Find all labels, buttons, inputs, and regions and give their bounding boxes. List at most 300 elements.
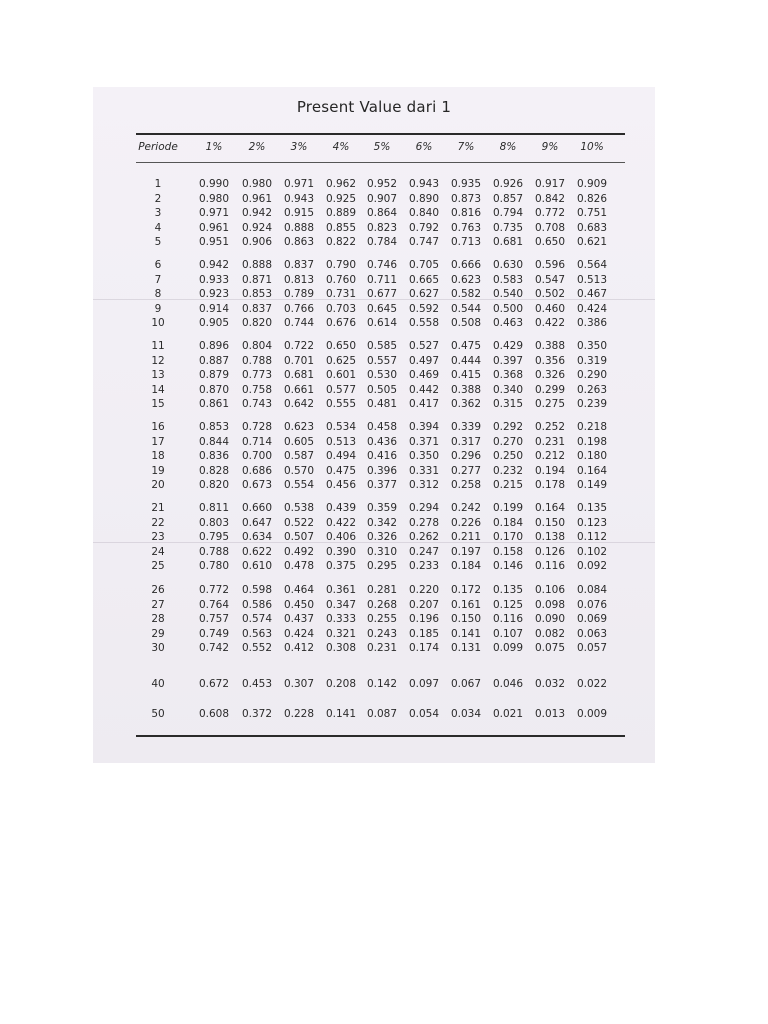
value-cell: 0.150 [450, 613, 482, 625]
value-cell: 0.570 [283, 464, 315, 477]
table-row [93, 449, 655, 463]
value-cell: 0.873 [450, 192, 482, 205]
period-cell: 23 [151, 531, 165, 543]
value-cell: 0.255 [366, 613, 398, 625]
value-cell: 0.161 [450, 598, 482, 611]
value-cell: 0.610 [241, 560, 273, 572]
value-cell: 0.534 [325, 421, 357, 433]
value-cell: 0.292 [492, 421, 524, 433]
value-cell: 0.627 [408, 288, 440, 300]
value-cell: 0.923 [198, 288, 230, 300]
value-cell: 0.971 [198, 207, 230, 219]
value-cell: 0.577 [325, 383, 357, 396]
value-cell: 0.278 [408, 516, 440, 529]
value-cell: 0.475 [450, 340, 482, 352]
table-row [93, 302, 655, 316]
value-cell: 0.295 [366, 560, 398, 572]
value-cell: 0.131 [450, 642, 482, 654]
value-cell: 0.701 [283, 354, 315, 367]
value-cell: 0.547 [534, 273, 566, 286]
value-cell: 0.375 [325, 560, 357, 572]
value-cell: 0.924 [241, 221, 273, 234]
value-cell: 0.642 [283, 398, 315, 410]
value-cell: 0.368 [492, 369, 524, 381]
value-cell: 0.243 [366, 627, 398, 640]
value-cell: 0.263 [576, 383, 608, 396]
value-cell: 0.123 [576, 516, 608, 529]
value-cell: 0.861 [198, 398, 230, 410]
value-cell: 0.574 [241, 613, 273, 625]
value-cell: 0.820 [198, 479, 230, 491]
period-cell: 27 [151, 598, 165, 611]
value-cell: 0.943 [408, 178, 440, 190]
value-cell: 0.275 [534, 398, 566, 410]
value-cell: 0.034 [450, 708, 482, 720]
value-cell: 0.763 [450, 221, 482, 234]
value-cell: 0.350 [408, 450, 440, 462]
table-header-row [93, 140, 655, 154]
value-cell: 0.686 [241, 464, 273, 477]
value-cell: 0.837 [283, 259, 315, 271]
value-cell: 0.475 [325, 464, 357, 477]
period-cell: 16 [151, 421, 165, 433]
value-cell: 0.942 [198, 259, 230, 271]
value-cell: 0.146 [492, 560, 524, 572]
value-cell: 0.760 [325, 273, 357, 286]
value-cell: 0.453 [241, 678, 273, 690]
value-cell: 0.836 [198, 450, 230, 462]
value-cell: 0.247 [408, 545, 440, 558]
value-cell: 0.294 [408, 502, 440, 514]
table-row [93, 420, 655, 434]
value-cell: 0.340 [492, 383, 524, 396]
value-cell: 0.811 [198, 502, 230, 514]
value-cell: 0.645 [366, 302, 398, 315]
value-cell: 0.735 [492, 221, 524, 234]
column-header-2-percent: 2% [248, 141, 266, 153]
bottom-rule [136, 735, 625, 737]
table-row [93, 383, 655, 397]
value-cell: 0.333 [325, 613, 357, 625]
table-row [93, 707, 655, 721]
period-cell: 19 [151, 464, 165, 477]
period-cell: 12 [151, 354, 165, 367]
value-cell: 0.823 [366, 221, 398, 234]
value-cell: 0.909 [576, 178, 608, 190]
value-cell: 0.057 [576, 642, 608, 654]
value-cell: 0.268 [366, 598, 398, 611]
value-cell: 0.350 [576, 340, 608, 352]
value-cell: 0.394 [408, 421, 440, 433]
value-cell: 0.444 [450, 354, 482, 367]
value-cell: 0.676 [325, 317, 357, 329]
table-row [93, 627, 655, 641]
value-cell: 0.731 [325, 288, 357, 300]
value-cell: 0.961 [241, 192, 273, 205]
value-cell: 0.270 [492, 435, 524, 448]
value-cell: 0.764 [198, 598, 230, 611]
value-cell: 0.296 [450, 450, 482, 462]
value-cell: 0.317 [450, 435, 482, 448]
value-cell: 0.242 [450, 502, 482, 514]
value-cell: 0.772 [534, 207, 566, 219]
value-cell: 0.887 [198, 354, 230, 367]
value-cell: 0.505 [366, 383, 398, 396]
value-cell: 0.469 [408, 369, 440, 381]
value-cell: 0.857 [492, 192, 524, 205]
value-cell: 0.417 [408, 398, 440, 410]
value-cell: 0.494 [325, 450, 357, 462]
value-cell: 0.747 [408, 236, 440, 248]
value-cell: 0.299 [534, 383, 566, 396]
value-cell: 0.502 [534, 288, 566, 300]
value-cell: 0.700 [241, 450, 273, 462]
value-cell: 0.890 [408, 192, 440, 205]
value-cell: 0.092 [576, 560, 608, 572]
value-cell: 0.372 [241, 708, 273, 720]
value-cell: 0.424 [576, 302, 608, 315]
value-cell: 0.492 [283, 545, 315, 558]
table-row [93, 368, 655, 382]
table-row [93, 192, 655, 206]
value-cell: 0.194 [534, 464, 566, 477]
value-cell: 0.412 [283, 642, 315, 654]
value-cell: 0.888 [241, 259, 273, 271]
value-cell: 0.650 [325, 340, 357, 352]
value-cell: 0.746 [366, 259, 398, 271]
period-cell: 7 [154, 273, 162, 286]
value-cell: 0.218 [576, 421, 608, 433]
value-cell: 0.558 [408, 317, 440, 329]
value-cell: 0.481 [366, 398, 398, 410]
value-cell: 0.915 [283, 207, 315, 219]
value-cell: 0.853 [198, 421, 230, 433]
value-cell: 0.942 [241, 207, 273, 219]
value-cell: 0.359 [366, 502, 398, 514]
period-cell: 6 [154, 259, 162, 271]
value-cell: 0.513 [325, 435, 357, 448]
value-cell: 0.076 [576, 598, 608, 611]
value-cell: 0.943 [283, 192, 315, 205]
value-cell: 0.713 [450, 236, 482, 248]
period-cell: 26 [151, 584, 165, 596]
value-cell: 0.630 [492, 259, 524, 271]
value-cell: 0.347 [325, 598, 357, 611]
table-row [93, 641, 655, 655]
table-row [93, 316, 655, 330]
value-cell: 0.879 [198, 369, 230, 381]
table-row [93, 545, 655, 559]
value-cell: 0.185 [408, 627, 440, 640]
value-cell: 0.386 [576, 317, 608, 329]
period-cell: 5 [154, 236, 162, 248]
top-rule [136, 133, 625, 135]
value-cell: 0.513 [576, 273, 608, 286]
value-cell: 0.150 [534, 516, 566, 529]
value-cell: 0.082 [534, 627, 566, 640]
value-cell: 0.522 [283, 516, 315, 529]
value-cell: 0.099 [492, 642, 524, 654]
table-row [93, 612, 655, 626]
value-cell: 0.772 [198, 584, 230, 596]
period-cell: 40 [151, 678, 165, 690]
value-cell: 0.773 [241, 369, 273, 381]
column-header-7-percent: 7% [457, 141, 475, 153]
value-cell: 0.743 [241, 398, 273, 410]
value-cell: 0.788 [241, 354, 273, 367]
value-cell: 0.844 [198, 435, 230, 448]
value-cell: 0.614 [366, 317, 398, 329]
value-cell: 0.788 [198, 545, 230, 558]
value-cell: 0.527 [408, 340, 440, 352]
value-cell: 0.467 [576, 288, 608, 300]
value-cell: 0.013 [534, 708, 566, 720]
table-row [93, 287, 655, 301]
value-cell: 0.673 [241, 479, 273, 491]
value-cell: 0.406 [325, 531, 357, 543]
value-cell: 0.228 [283, 708, 315, 720]
value-cell: 0.232 [492, 464, 524, 477]
value-cell: 0.863 [283, 236, 315, 248]
value-cell: 0.711 [366, 273, 398, 286]
column-header-periode: Periode [138, 141, 178, 153]
table-row [93, 598, 655, 612]
value-cell: 0.585 [366, 340, 398, 352]
period-cell: 13 [151, 369, 165, 381]
column-header-6-percent: 6% [415, 141, 433, 153]
value-cell: 0.422 [534, 317, 566, 329]
value-cell: 0.126 [534, 545, 566, 558]
value-cell: 0.803 [198, 516, 230, 529]
value-cell: 0.660 [241, 502, 273, 514]
value-cell: 0.601 [325, 369, 357, 381]
period-cell: 17 [151, 435, 165, 448]
value-cell: 0.598 [241, 584, 273, 596]
value-cell: 0.583 [492, 273, 524, 286]
value-cell: 0.634 [241, 531, 273, 543]
value-cell: 0.703 [325, 302, 357, 315]
value-cell: 0.021 [492, 708, 524, 720]
value-cell: 0.871 [241, 273, 273, 286]
value-cell: 0.587 [283, 450, 315, 462]
value-cell: 0.826 [576, 192, 608, 205]
value-cell: 0.087 [366, 708, 398, 720]
value-cell: 0.233 [408, 560, 440, 572]
table-row [93, 273, 655, 287]
value-cell: 0.681 [283, 369, 315, 381]
value-cell: 0.586 [241, 598, 273, 611]
value-cell: 0.422 [325, 516, 357, 529]
period-cell: 30 [151, 642, 165, 654]
value-cell: 0.456 [325, 479, 357, 491]
value-cell: 0.022 [576, 678, 608, 690]
table-row [93, 435, 655, 449]
value-cell: 0.009 [576, 708, 608, 720]
period-cell: 10 [151, 317, 165, 329]
period-cell: 9 [154, 302, 162, 315]
value-cell: 0.828 [198, 464, 230, 477]
value-cell: 0.450 [283, 598, 315, 611]
period-cell: 20 [151, 479, 165, 491]
value-cell: 0.102 [576, 545, 608, 558]
value-cell: 0.164 [534, 502, 566, 514]
table-row [93, 530, 655, 544]
value-cell: 0.666 [450, 259, 482, 271]
period-cell: 18 [151, 450, 165, 462]
column-header-1-percent: 1% [205, 141, 223, 153]
value-cell: 0.310 [366, 545, 398, 558]
value-cell: 0.907 [366, 192, 398, 205]
value-cell: 0.508 [450, 317, 482, 329]
period-cell: 15 [151, 398, 165, 410]
period-cell: 24 [151, 545, 165, 558]
table-row [93, 677, 655, 691]
value-cell: 0.864 [366, 207, 398, 219]
value-cell: 0.436 [366, 435, 398, 448]
table-row [93, 559, 655, 573]
value-cell: 0.170 [492, 531, 524, 543]
period-cell: 29 [151, 627, 165, 640]
value-cell: 0.757 [198, 613, 230, 625]
value-cell: 0.683 [576, 221, 608, 234]
value-cell: 0.623 [283, 421, 315, 433]
value-cell: 0.308 [325, 642, 357, 654]
value-cell: 0.388 [534, 340, 566, 352]
period-cell: 25 [151, 560, 165, 572]
value-cell: 0.758 [241, 383, 273, 396]
table-row [93, 177, 655, 191]
value-cell: 0.125 [492, 598, 524, 611]
value-cell: 0.714 [241, 435, 273, 448]
value-cell: 0.790 [325, 259, 357, 271]
value-cell: 0.207 [408, 598, 440, 611]
value-cell: 0.388 [450, 383, 482, 396]
value-cell: 0.460 [534, 302, 566, 315]
value-cell: 0.356 [534, 354, 566, 367]
value-cell: 0.935 [450, 178, 482, 190]
value-cell: 0.917 [534, 178, 566, 190]
value-cell: 0.855 [325, 221, 357, 234]
value-cell: 0.290 [576, 369, 608, 381]
period-cell: 4 [154, 221, 162, 234]
value-cell: 0.178 [534, 479, 566, 491]
value-cell: 0.507 [283, 531, 315, 543]
period-cell: 21 [151, 502, 165, 514]
table-title: Present Value dari 1 [296, 98, 452, 116]
value-cell: 0.906 [241, 236, 273, 248]
period-cell: 8 [154, 288, 162, 300]
value-cell: 0.339 [450, 421, 482, 433]
value-cell: 0.540 [492, 288, 524, 300]
value-cell: 0.396 [366, 464, 398, 477]
column-header-5-percent: 5% [373, 141, 391, 153]
value-cell: 0.813 [283, 273, 315, 286]
table-row [93, 339, 655, 353]
value-cell: 0.439 [325, 502, 357, 514]
column-header-9-percent: 9% [541, 141, 559, 153]
value-cell: 0.116 [534, 560, 566, 572]
value-cell: 0.158 [492, 545, 524, 558]
value-cell: 0.596 [534, 259, 566, 271]
value-cell: 0.277 [450, 464, 482, 477]
value-cell: 0.951 [198, 236, 230, 248]
column-header-4-percent: 4% [332, 141, 350, 153]
value-cell: 0.896 [198, 340, 230, 352]
value-cell: 0.141 [450, 627, 482, 640]
period-cell: 1 [154, 178, 162, 190]
value-cell: 0.211 [450, 531, 482, 543]
value-cell: 0.090 [534, 613, 566, 625]
value-cell: 0.822 [325, 236, 357, 248]
value-cell: 0.098 [534, 598, 566, 611]
value-cell: 0.184 [450, 560, 482, 572]
value-cell: 0.390 [325, 545, 357, 558]
value-cell: 0.197 [450, 545, 482, 558]
value-cell: 0.554 [283, 479, 315, 491]
table-row [93, 354, 655, 368]
value-cell: 0.415 [450, 369, 482, 381]
value-cell: 0.362 [450, 398, 482, 410]
value-cell: 0.889 [325, 207, 357, 219]
value-cell: 0.608 [198, 708, 230, 720]
value-cell: 0.424 [283, 627, 315, 640]
value-cell: 0.149 [576, 479, 608, 491]
value-cell: 0.046 [492, 678, 524, 690]
value-cell: 0.262 [408, 531, 440, 543]
value-cell: 0.742 [198, 642, 230, 654]
value-cell: 0.208 [325, 678, 357, 690]
value-cell: 0.497 [408, 354, 440, 367]
value-cell: 0.164 [576, 464, 608, 477]
value-cell: 0.067 [450, 678, 482, 690]
value-cell: 0.371 [408, 435, 440, 448]
value-cell: 0.980 [241, 178, 273, 190]
value-cell: 0.784 [366, 236, 398, 248]
value-cell: 0.555 [325, 398, 357, 410]
value-cell: 0.888 [283, 221, 315, 234]
value-cell: 0.621 [576, 236, 608, 248]
value-cell: 0.650 [534, 236, 566, 248]
table-row [93, 501, 655, 515]
value-cell: 0.744 [283, 317, 315, 329]
value-cell: 0.458 [366, 421, 398, 433]
value-cell: 0.564 [576, 259, 608, 271]
value-cell: 0.837 [241, 302, 273, 315]
value-cell: 0.780 [198, 560, 230, 572]
value-cell: 0.231 [366, 642, 398, 654]
value-cell: 0.416 [366, 450, 398, 462]
value-cell: 0.361 [325, 584, 357, 596]
value-cell: 0.231 [534, 435, 566, 448]
value-cell: 0.962 [325, 178, 357, 190]
value-cell: 0.250 [492, 450, 524, 462]
table-row [93, 464, 655, 478]
value-cell: 0.377 [366, 479, 398, 491]
value-cell: 0.842 [534, 192, 566, 205]
value-cell: 0.463 [492, 317, 524, 329]
period-cell: 14 [151, 383, 165, 396]
value-cell: 0.971 [283, 178, 315, 190]
value-cell: 0.853 [241, 288, 273, 300]
value-cell: 0.075 [534, 642, 566, 654]
scanned-page [93, 87, 655, 763]
column-header-8-percent: 8% [499, 141, 517, 153]
value-cell: 0.622 [241, 545, 273, 558]
value-cell: 0.429 [492, 340, 524, 352]
table-row [93, 397, 655, 411]
table-row [93, 583, 655, 597]
value-cell: 0.661 [283, 383, 315, 396]
